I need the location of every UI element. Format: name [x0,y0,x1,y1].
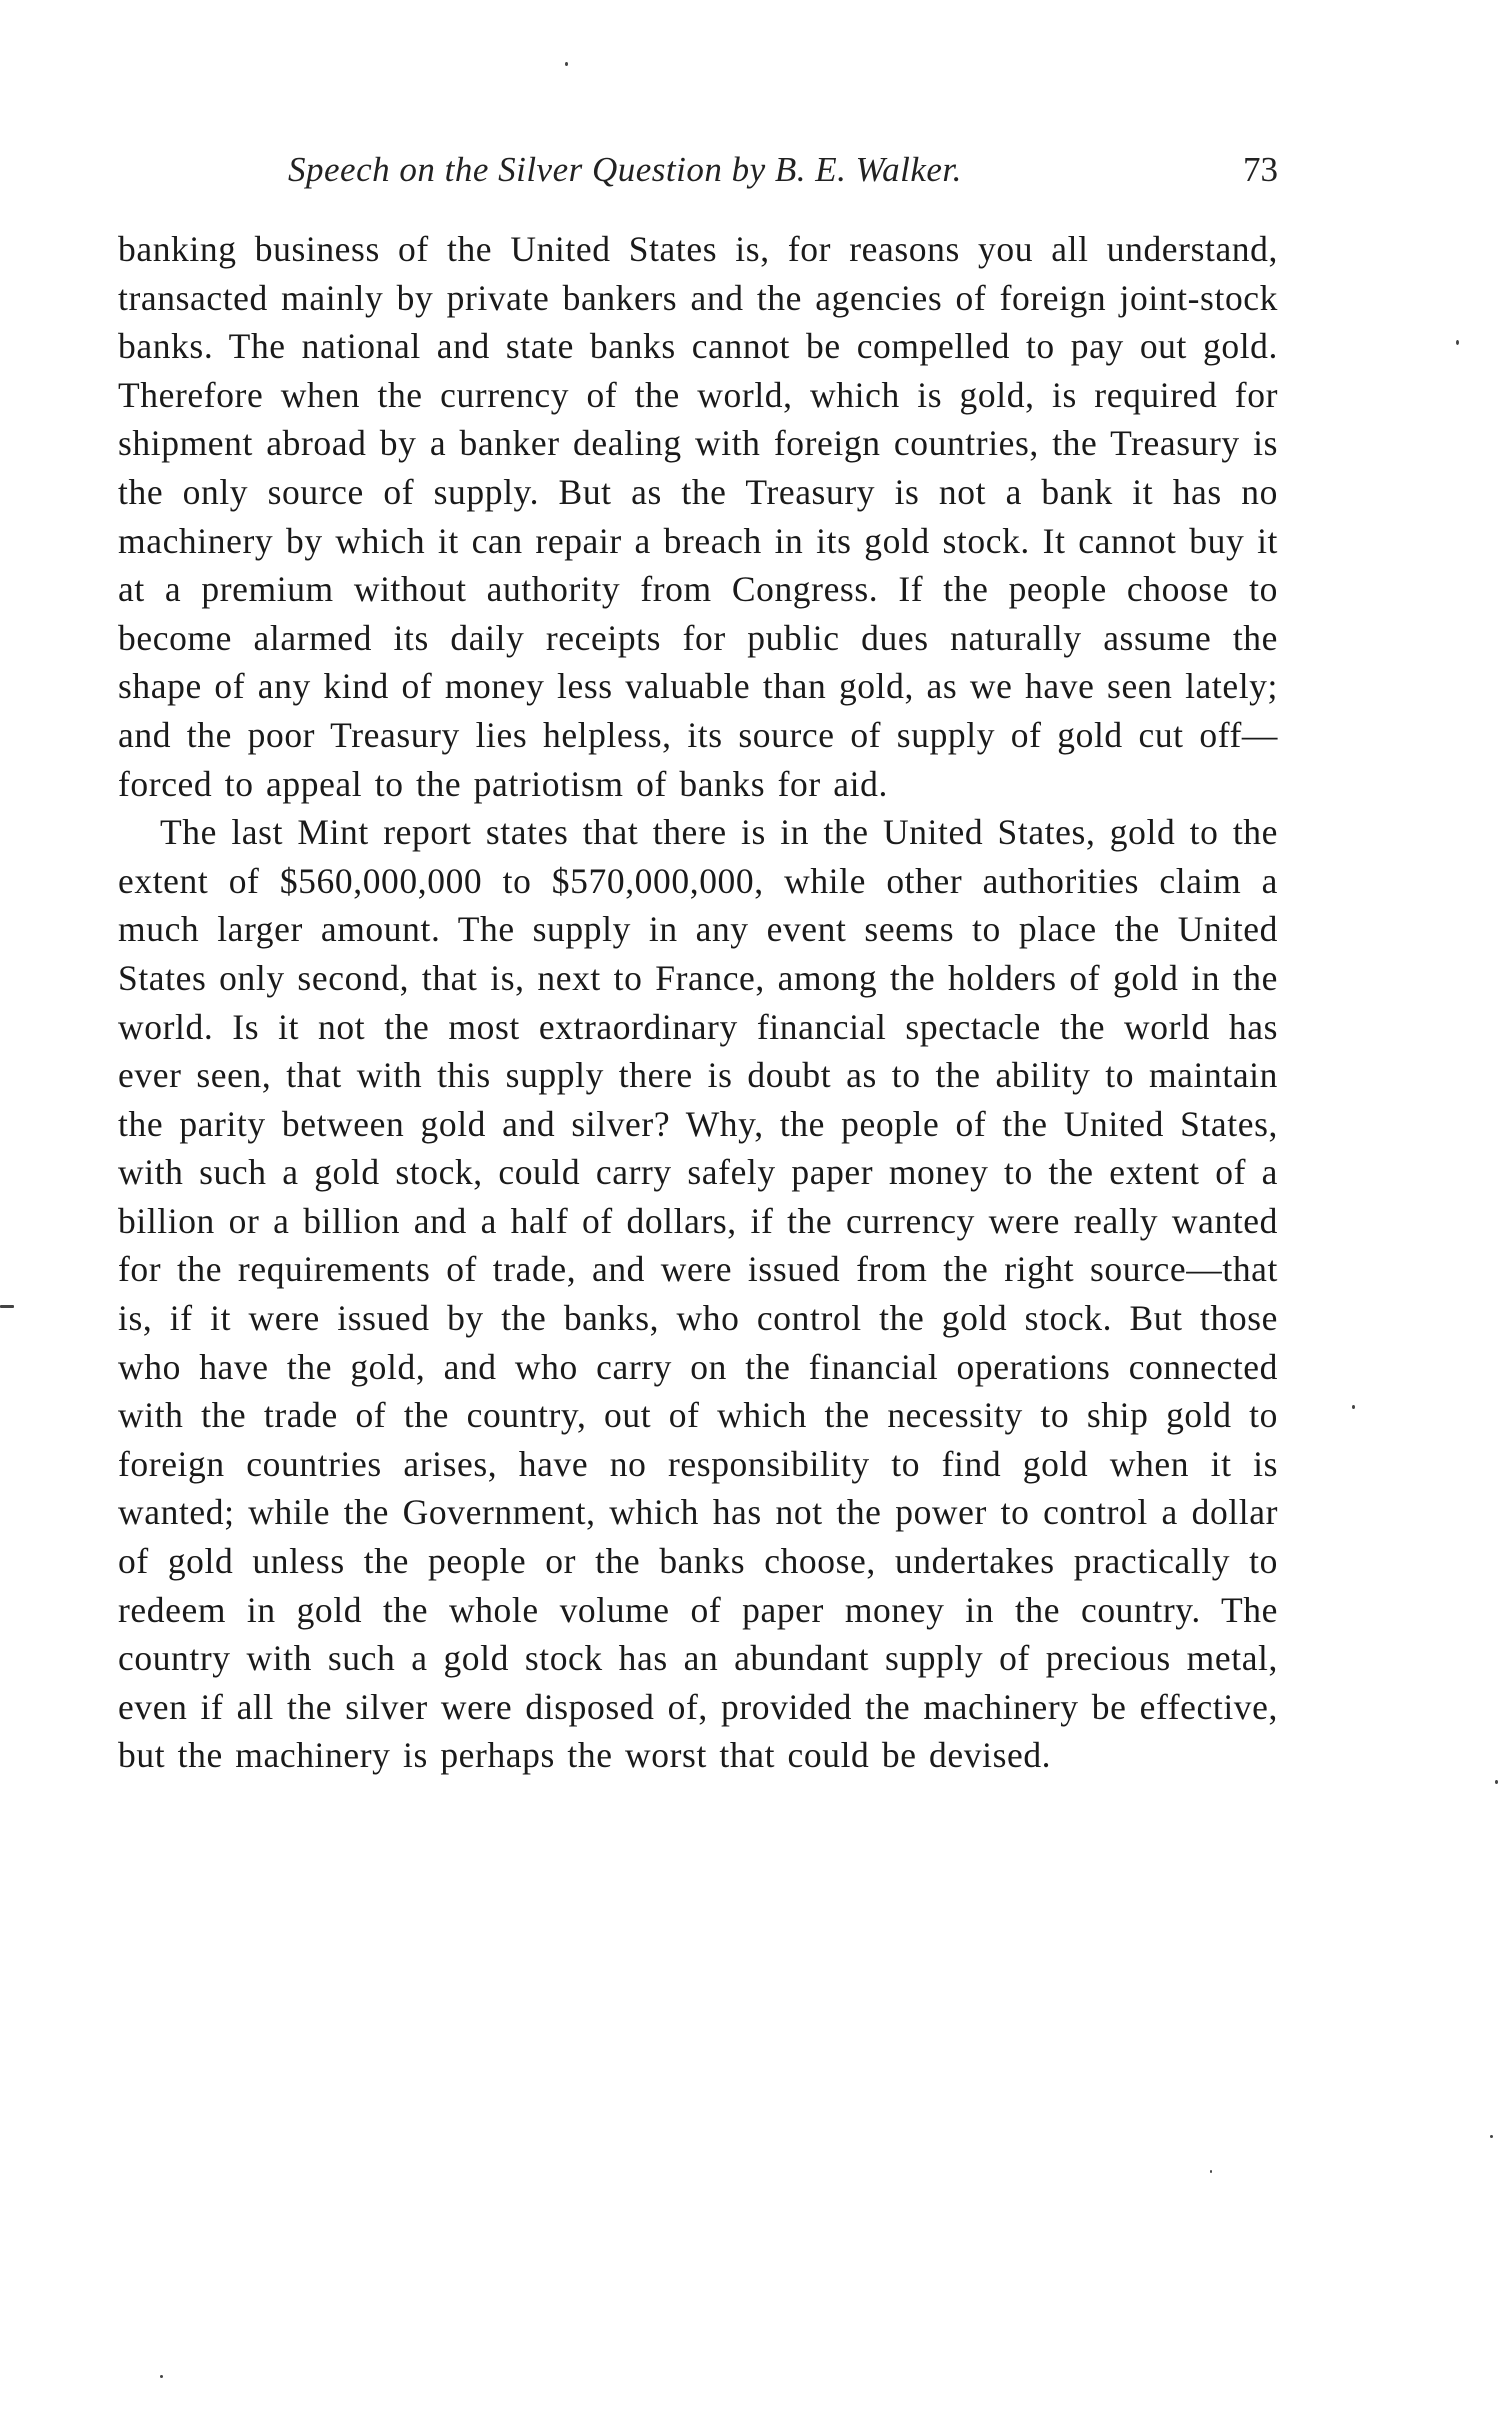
paragraph-2: The last Mint report states that there is in the United States, gold to the extent of $560,000,000 to $570,000,000, while other authorities claim a much larger amount. The supply in any event seems to place the United States only second, that is, next to France, among the holders of gold in the world. Is it not the most extraordinary financial spectacle the world has ever seen, that with this supply there is doubt as to the ability to maintain the parity between gold and silver? Why, the people of the United States, with such a gold stock, could carry safely paper money to the extent of a billion or a billion and a half of dollars, if the currency were really wanted for the requirements of trade, and were issued from the right source—that is, if it were issued by the banks, who control the gold stock. But those who have the gold, and who carry on the financial operations connected with the trade of the country, out of which the necessity to ship gold to foreign countries arises, have no responsibility to find gold when it is wanted; while the Government, which has not the power to control a dollar of gold unless the people or the banks choose, undertakes practically to redeem in gold the whole volume of paper money in the country. The country with such a gold stock has an abundant supply of precious metal, even if all the silver were disposed of, provided the machinery be effective, but the machinery is perhaps the worst that could be devised. [118,812,1278,1776]
scan-speck [1456,340,1459,345]
scan-speck [1495,1780,1498,1784]
scan-speck [1352,1405,1355,1409]
body-text [118,225,1278,1780]
scan-speck [0,1305,14,1308]
scan-speck [1210,2170,1212,2173]
scan-speck [565,62,568,66]
running-head [118,150,1278,198]
scan-speck [160,2375,163,2378]
running-title: Speech on the Silver Question by B. E. Walker. [288,150,962,189]
paragraph-1: banking business of the United States is, for reasons you all understand, transacted mainly by private bankers and the agencies of foreign joint-stock banks. The national and state banks cannot be compelled to pay out gold. Therefore when the currency of the world, which is gold, is required for shipment abroad by a banker dealing with foreign countries, the Treasury is the only source of supply. But as the Treasury is not a bank it has no machinery by which it can repair a breach in its gold stock. It cannot buy it at a premium without authority from Congress. If the people choose to become alarmed its daily receipts for public dues naturally assume the shape of any kind of money less valuable than gold, as we have seen lately; and the poor Treasury lies helpless, its source of supply of gold cut off—forced to appeal to the patriotism of banks for aid. [118,229,1278,804]
page-number: 73 [1243,150,1278,189]
scan-speck [1490,2135,1493,2138]
